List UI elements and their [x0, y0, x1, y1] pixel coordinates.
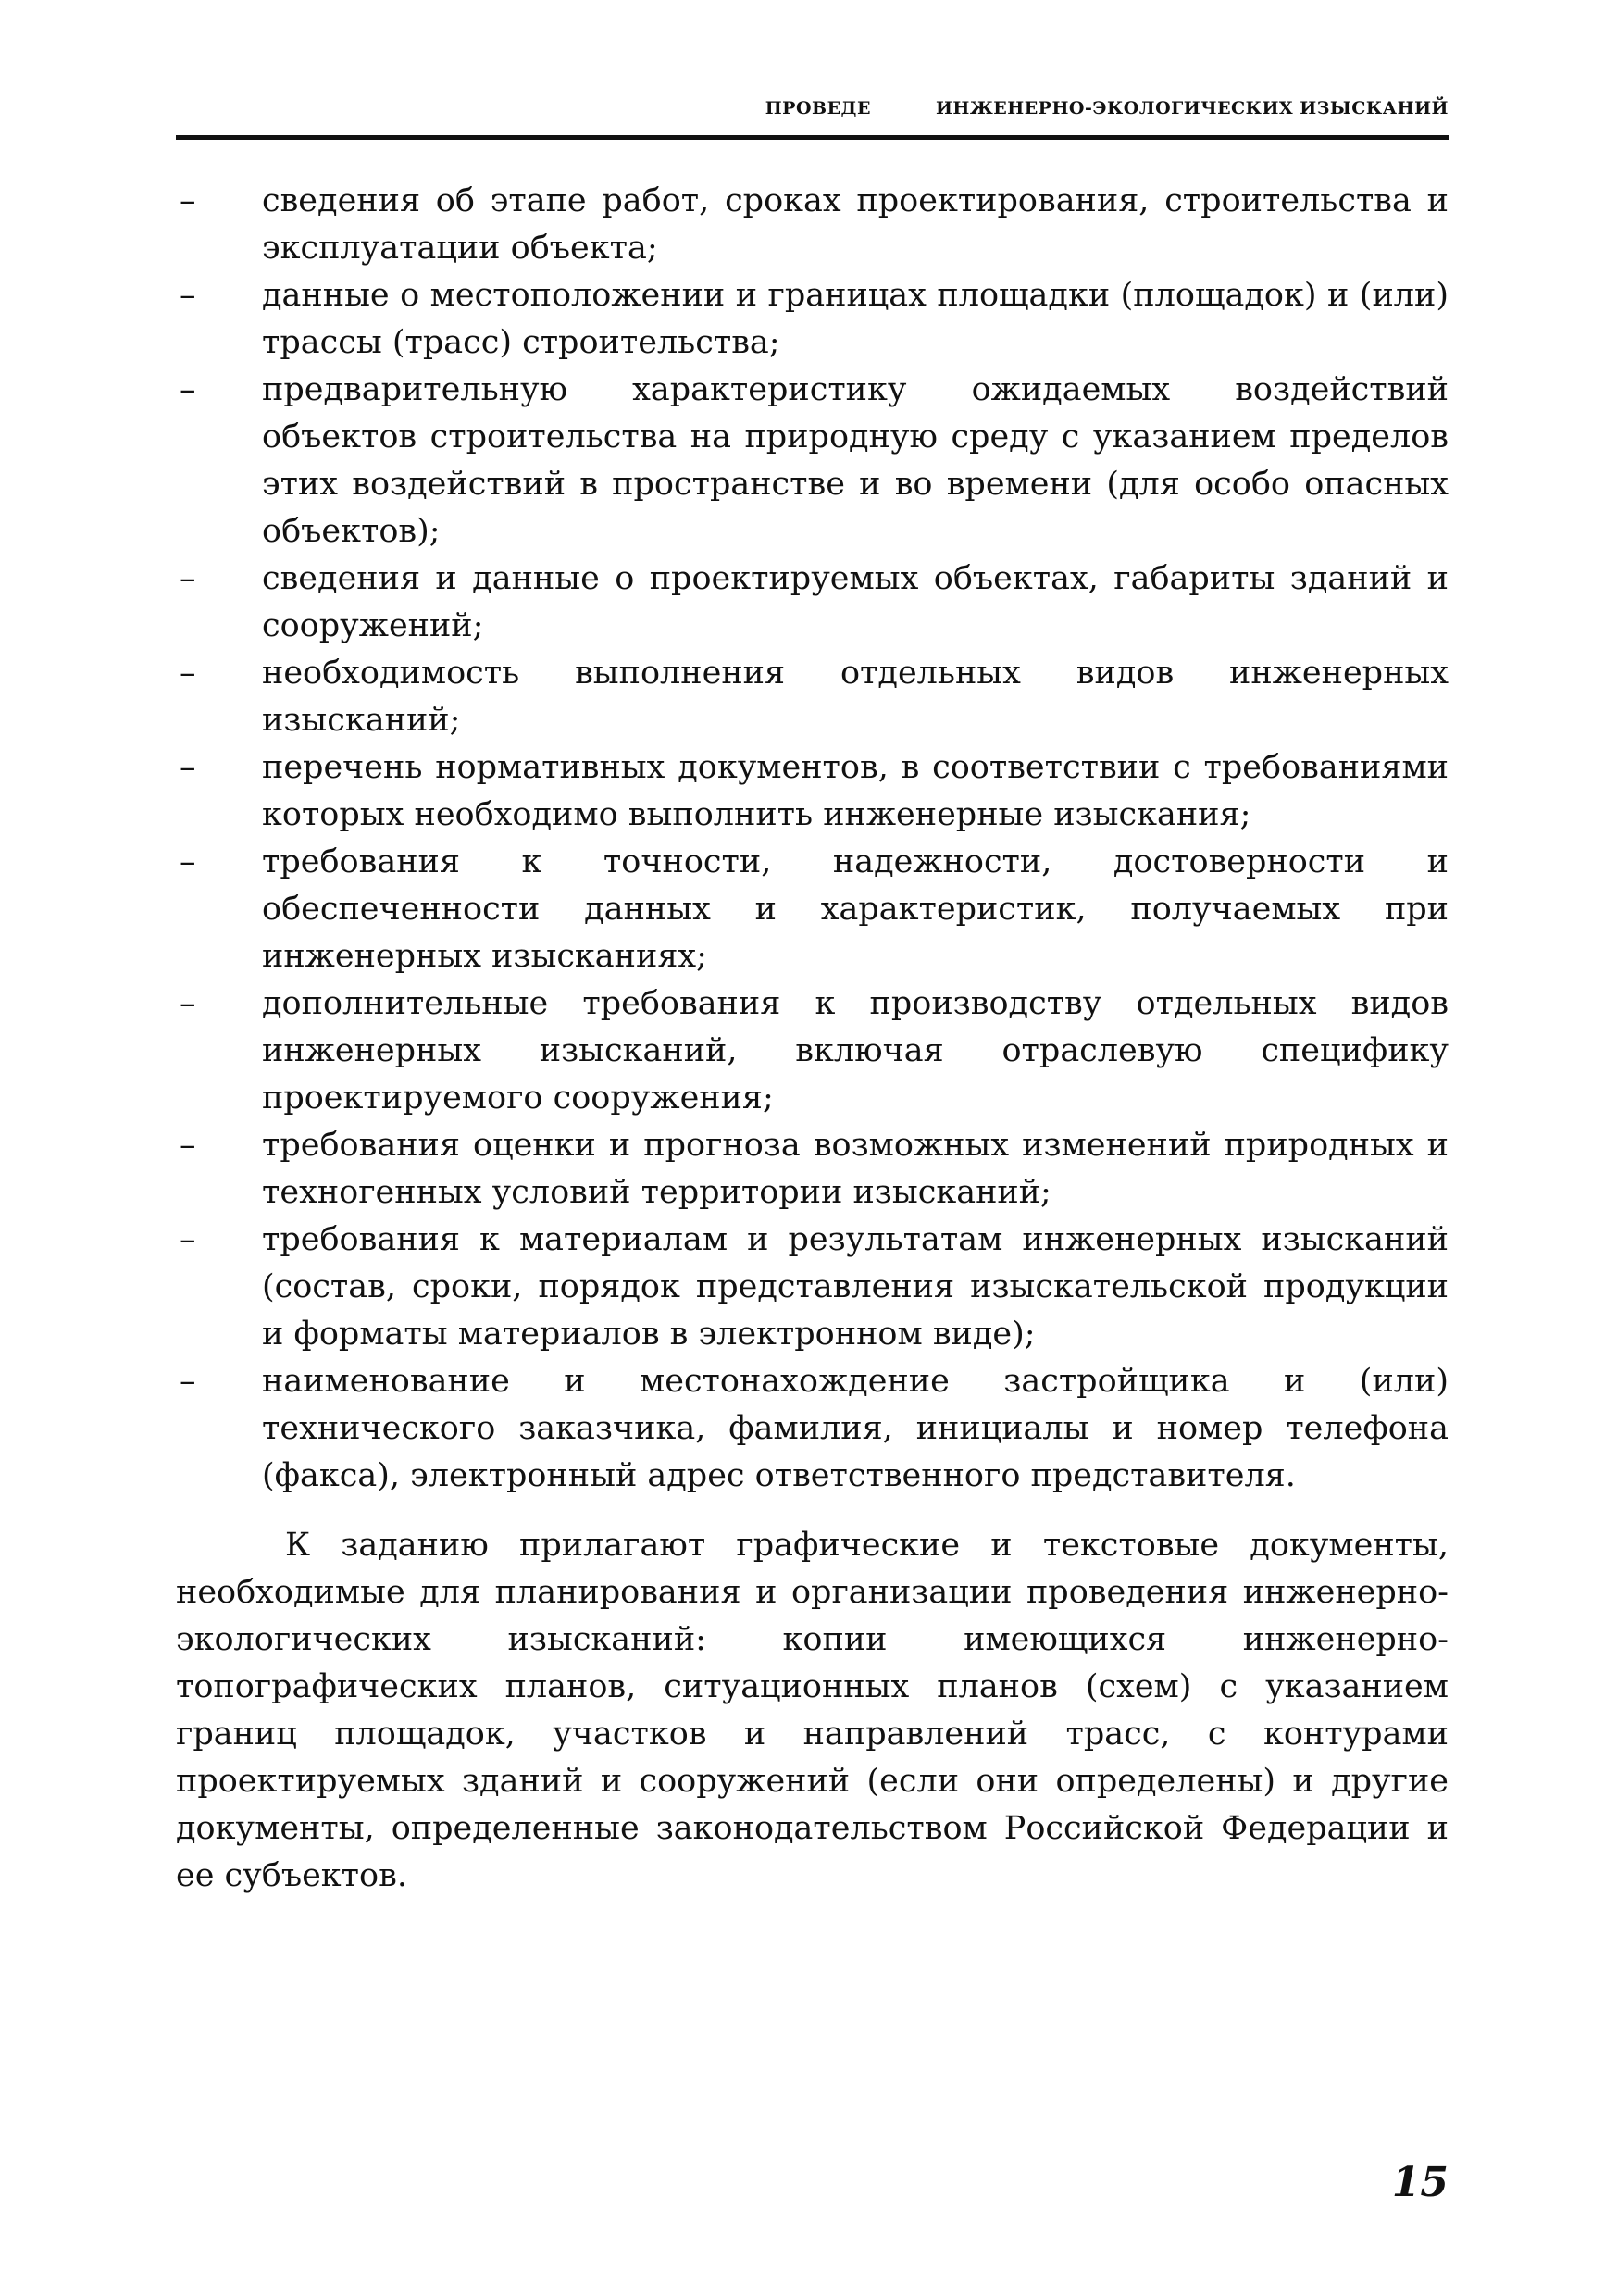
- list-item-text: необходимость выполнения отдельных видов инженерных изысканий;: [262, 655, 1449, 739]
- list-dash: –: [180, 1221, 196, 1258]
- page-content: [176, 178, 1449, 1900]
- list-item-text: дополнительные требования к производству отдельных видов инженерных изысканий, включая отраслевую специфику проектируемого сооружения;: [262, 985, 1449, 1117]
- list-item: [176, 1122, 1449, 1217]
- list-dash: –: [180, 749, 196, 786]
- list-item: [176, 980, 1449, 1122]
- list-dash: –: [180, 182, 196, 219]
- list-dash: –: [180, 371, 196, 408]
- running-header-text: [765, 98, 1449, 119]
- list-dash: –: [180, 843, 196, 880]
- list-dash: –: [180, 985, 196, 1022]
- list-item: [176, 744, 1449, 839]
- running-header-left: ПРОВЕДЕ: [765, 98, 871, 119]
- running-header: [176, 93, 1449, 141]
- list-item-text: требования к точности, надежности, достоверности и обеспеченности данных и характеристик, получаемых при инженерных изысканиях;: [262, 843, 1449, 975]
- list-item: [176, 272, 1449, 367]
- list-item-text: данные о местоположении и границах площадки (площадок) и (или) трассы (трасс) строительства;: [262, 277, 1449, 361]
- list-dash: –: [180, 560, 196, 597]
- list-item: [176, 367, 1449, 555]
- list-item: [176, 650, 1449, 744]
- list-item-text: сведения об этапе работ, сроках проектирования, строительства и эксплуатации объекта;: [262, 182, 1449, 267]
- list-item: [176, 839, 1449, 980]
- running-header-right: ИНЖЕНЕРНО-ЭКОЛОГИЧЕСКИХ ИЗЫСКАНИЙ: [935, 98, 1449, 119]
- header-rule: [176, 135, 1449, 140]
- attachments-paragraph: К заданию прилагают графические и текстовые документы, необходимые для планирования и организации проведения инженерно-экологических изысканий: копии имеющихся инженерно-топографических планов, ситуационных планов (схем) с указанием границ площадок, участков и направлений трасс, с контурами проектируемых зданий и сооружений (если они определены) и другие документы, определенные законодательством Российской Федерации и ее субъектов.: [176, 1527, 1449, 1894]
- list-item-text: требования оценки и прогноза возможных изменений природных и техногенных условий территории изысканий;: [262, 1127, 1449, 1211]
- list-item: [176, 1358, 1449, 1500]
- list-item: [176, 555, 1449, 650]
- list-item-text: требования к материалам и результатам инженерных изысканий (состав, сроки, порядок представления изыскательской продукции и форматы материалов в электронном виде);: [262, 1221, 1449, 1353]
- list-item: [176, 1217, 1449, 1358]
- list-dash: –: [180, 277, 196, 314]
- list-dash: –: [180, 1363, 196, 1400]
- list-dash: –: [180, 655, 196, 692]
- list-item-text: предварительную характеристику ожидаемых воздействий объектов строительства на природную среду с указанием пределов этих воздействий в пространстве и во времени (для особо опасных объектов);: [262, 371, 1449, 550]
- requirements-list: [176, 178, 1449, 1500]
- list-dash: –: [180, 1127, 196, 1164]
- list-item-text: наименование и местонахождение застройщика и (или) технического заказчика, фамилия, инициалы и номер телефона (факса), электронный адрес ответственного представителя.: [262, 1363, 1449, 1494]
- page-number: 15: [1391, 2159, 1449, 2206]
- list-item-text: сведения и данные о проектируемых объектах, габариты зданий и сооружений;: [262, 560, 1449, 644]
- list-item-text: перечень нормативных документов, в соответствии с требованиями которых необходимо выполнить инженерные изыскания;: [262, 749, 1449, 833]
- list-item: [176, 178, 1449, 272]
